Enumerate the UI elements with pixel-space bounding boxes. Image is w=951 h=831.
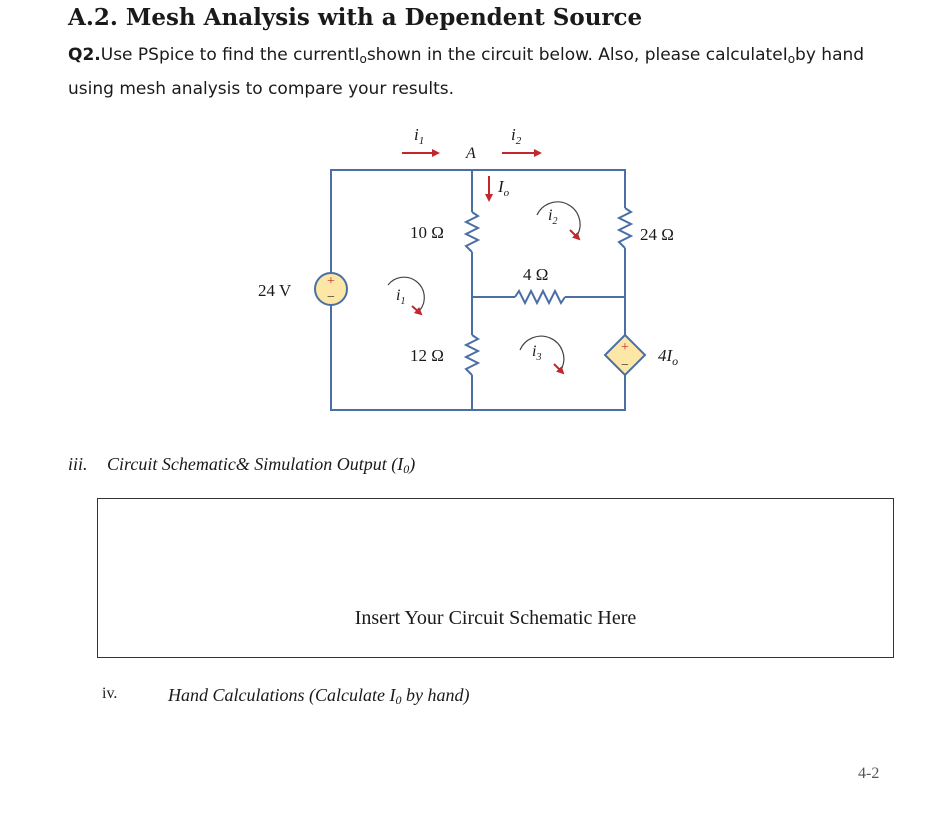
label-24ohm: 24 Ω (640, 225, 674, 244)
dep-source-text: 4I (658, 346, 673, 365)
section-iv-numeral: iv. (102, 685, 118, 702)
mesh-i2-text: i (548, 207, 553, 224)
schematic-placeholder-box (97, 498, 894, 658)
dep-source-label (658, 346, 678, 368)
mesh-i1-sub: 1 (400, 296, 406, 307)
section-iv-sub: 0 (395, 693, 402, 707)
circuit-wires (331, 170, 625, 410)
io-text: I (498, 177, 504, 196)
label-4ohm: 4 Ω (523, 265, 549, 284)
section-iv-title (168, 685, 469, 708)
io-label (497, 177, 510, 199)
source-minus: − (327, 290, 335, 305)
label-12ohm: 12 Ω (410, 346, 444, 365)
resistor-12ohm (466, 335, 478, 375)
branch-i2-sub: 2 (515, 135, 522, 147)
mesh-i2-arrow (570, 230, 579, 239)
mesh-i2-arc-icon (537, 202, 580, 234)
wire-top-left (331, 170, 472, 280)
label-10ohm: 10 Ω (410, 223, 444, 242)
current-symbol: I (354, 45, 360, 65)
mesh-i2-sub: 2 (552, 216, 558, 227)
wire-bottom (331, 298, 625, 410)
section-iv-close: by hand) (401, 685, 470, 705)
section-iii-close: ) (409, 454, 416, 474)
branch-i2-text: i (511, 125, 516, 144)
mesh-i1-arc-icon (388, 277, 424, 310)
section-iii-title (107, 454, 415, 477)
dep-minus: − (621, 358, 629, 373)
mesh-i1-text: i (396, 287, 401, 304)
mesh-i1-arrow (412, 306, 421, 314)
dep-plus: + (621, 340, 629, 355)
question-part-2: shown in the circuit below. Also, please calculate (366, 45, 783, 65)
resistor-10ohm (466, 212, 478, 252)
mesh-i3-sub: 3 (536, 352, 542, 363)
mesh-i3-arc-icon (520, 336, 564, 368)
section-iii-numeral: iii. (68, 454, 88, 474)
dependent-source-icon (605, 335, 645, 375)
voltage-source-icon (315, 273, 347, 305)
mesh-i3-label (532, 343, 541, 363)
branch-i1-text: i (414, 125, 419, 144)
question-part-1: Use PSpice to find the current (100, 45, 355, 65)
question-part-3: by hand using mesh analysis to compare your results. (68, 45, 865, 99)
section-iii-sub: 0 (403, 462, 410, 476)
page-number: 4-2 (858, 765, 880, 782)
section-iii-text: Circuit Schematic& Simulation Output (I (107, 454, 404, 474)
wire-top-right (472, 170, 625, 208)
schematic-placeholder-text: Insert Your Circuit Schematic Here (354, 607, 637, 629)
source-voltage-label: 24 V (258, 281, 292, 300)
io-sub: o (503, 187, 510, 199)
node-a-label: A (466, 145, 476, 162)
resistor-24ohm (619, 208, 631, 248)
branch-i2-label (511, 125, 522, 147)
current-subscript: o (359, 52, 367, 66)
mesh-i2-label (548, 207, 557, 227)
mesh-i1-label (396, 287, 405, 307)
branch-i1-sub: 1 (418, 135, 425, 147)
mesh-i3-text: i (532, 343, 537, 360)
current-symbol-2: I (782, 45, 788, 65)
mesh-i3-arrow (554, 364, 563, 373)
section-heading: A.2. Mesh Analysis with a Dependent Source (68, 4, 643, 31)
dep-source-sub: o (672, 354, 679, 368)
current-subscript-2: o (787, 52, 796, 66)
branch-i1-label (414, 125, 424, 147)
question-number: Q2. (68, 45, 101, 65)
resistor-4ohm (515, 291, 565, 303)
source-plus: + (327, 274, 335, 289)
section-iv-text: Hand Calculations (Calculate I (168, 685, 396, 705)
